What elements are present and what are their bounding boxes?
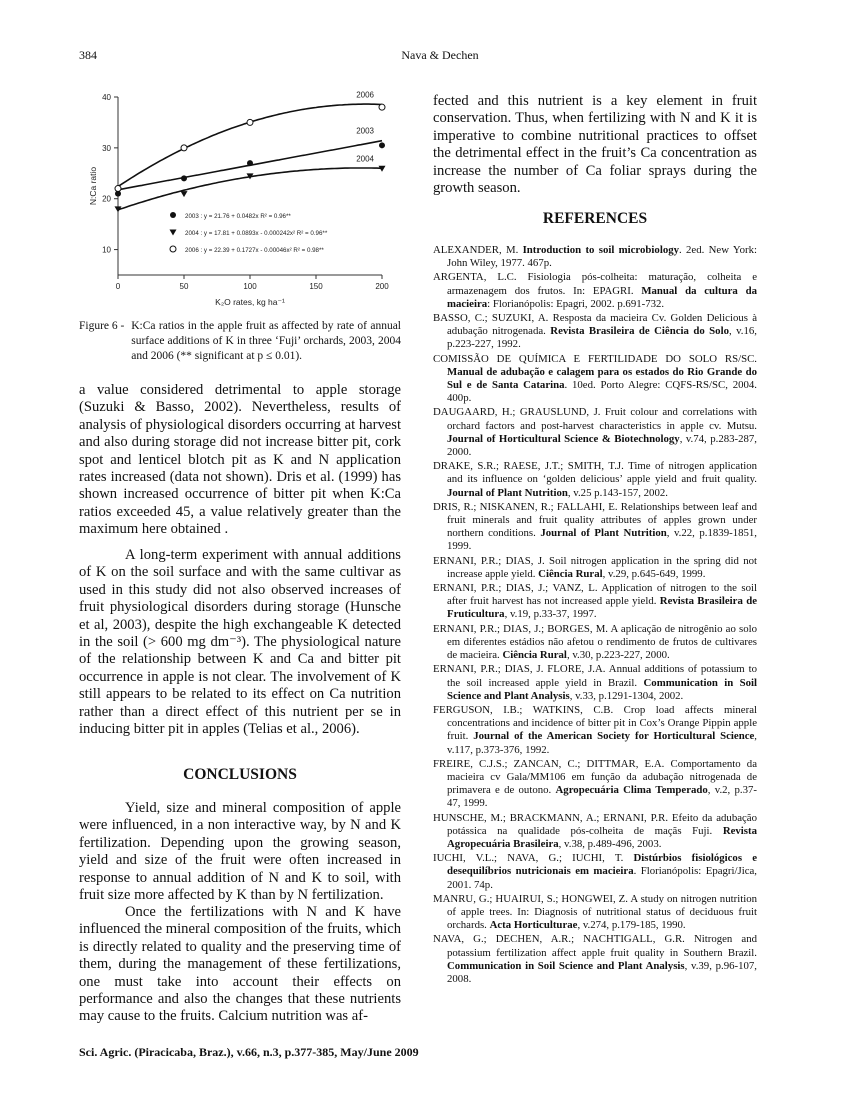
reference-item: MANRU, G.; HUAIRUI, S.; HONGWEI, Z. A study on nitrogen nutrition of apple trees. In: Diagnosis of nutritional status of deciduous fruit orchards. Acta Horticulturae, v.274, p.179-185, 1990. — [433, 892, 757, 932]
conclusions-heading: CONCLUSIONS — [183, 766, 297, 783]
reference-item: ALEXANDER, M. Introduction to soil microbiology. 2ed. New York: John Wiley, 1977. 467p. — [433, 244, 757, 270]
running-title: Nava & Dechen — [401, 48, 479, 62]
reference-list — [433, 244, 757, 987]
reference-item: COMISSÃO DE QUÍMICA E FERTILIDADE DO SOLO RS/SC. Manual de adubação e calagem para os estados do Rio Grande do Sul e de Santa Catarina. 10ed. Porto Alegre: CQFS-RS/SC, 2004. 400p. — [433, 352, 757, 405]
x-tick-label: 0 — [115, 282, 121, 291]
page-number: 384 — [79, 48, 97, 62]
reference-item: ERNANI, P.R.; DIAS, J. FLORE, J.A. Annual additions of potassium to the soil increased apple yield in Brazil. Communication in Soil Science and Plant Analysis, v.33, p.1291-1304, 2002. — [433, 663, 757, 702]
data-point-2006 — [181, 145, 187, 151]
legend-marker — [170, 212, 176, 218]
x-tick-label: 200 — [375, 282, 389, 291]
data-point-2003 — [247, 160, 253, 166]
data-point-2006 — [247, 119, 253, 125]
data-point-2006 — [379, 104, 385, 110]
reference-item: ERNANI, P.R.; DIAS, J. Soil nitrogen application in the spring did not increase apple yield. Ciência Rural, v.29, p.645-649, 1999. — [433, 554, 757, 580]
reference-item: DAUGAARD, H.; GRAUSLUND, J. Fruit colour and correlations with orchard factors and post-harvest characteristics in apple cv. Mutsu. Journal of Horticultural Science & Biotechnology, v.74, p.283-287, 2000. — [433, 406, 758, 459]
legend-text: 2006 : y = 22.39 + 0.1727x - 0.00046x² R² = 0.98** — [185, 247, 324, 254]
x-tick-label: 100 — [243, 282, 257, 291]
reference-item: ERNANI, P.R.; DIAS, J.; BORGES, M. A aplicação de nitrogênio ao solo em diferentes estádios não afetou o rendimento de frutos de cultivares de macieira. Ciência Rural, v.30, p.223-227, 2000. — [433, 622, 757, 662]
figure-6-chart — [75, 85, 415, 310]
y-tick-label: 40 — [102, 93, 111, 102]
footer-citation: Sci. Agric. (Piracicaba, Braz.), v.66, n.3, p.377-385, May/June 2009 — [79, 1045, 419, 1059]
conclusions-paragraph-2: Once the fertilizations with N and K have influenced the mineral composition of the fruits, which is directly related to quality and the preserving time of them, during the management of these fertilizations, one must take into account their effects on performance and also the changes that these nutrients may cause to the fruits. Calcium nutrition was af- — [79, 904, 401, 1025]
reference-item: NAVA, G.; DECHEN, A.R.; NACHTIGALL, G.R. Nitrogen and potassium fertilization affect apple fruit quality in Southern Brazil. Communication in Soil Science and Plant Analysis, v.39, p.96-107, 2008. — [433, 933, 757, 985]
chart-svg — [75, 85, 415, 310]
reference-item: ERNANI, P.R.; DIAS, J.; VANZ, L. Application of nitrogen to the soil after fruit harvest has not increased apple yield. Revista Brasileira de Fruticultura, v.19, p.33-37, 1997. — [433, 582, 757, 621]
conclusions-paragraph-1: Yield, size and mineral composition of apple were influenced, in a non interactive way, by N and K fertilization. Depending upon the growing season, yield and size of the fruit were often increased in response to annual addition of N and K to soil, with fruit size more affected by K than by N fertilization. — [79, 800, 401, 904]
legend-text: 2003 : y = 21.76 + 0.0482x R² = 0.96** — [185, 213, 291, 220]
series-label-2003: 2003 — [356, 126, 374, 136]
references-heading: REFERENCES — [542, 210, 648, 227]
reference-item: FREIRE, C.J.S.; ZANCAN, C.; DITTMAR, E.A. Comportamento da macieira cv Gala/MM106 em função da adubação nitrogenada de primavera e de outono. Agropecuária Clima Temperado, v.2, p.37-47, 1999. — [433, 757, 758, 810]
legend-text: 2004 : y = 17.81 + 0.0893x - 0.000242x² R² = 0.96** — [185, 230, 328, 237]
series-label-2006: 2006 — [356, 90, 374, 100]
reference-item: DRAKE, S.R.; RAESE, J.T.; SMITH, T.J. Time of nitrogen application and its influence on ‘golden delicious’ apple yield and fruit quality. Journal of Plant Nutrition, v.25 p.143-157, 2002. — [433, 460, 757, 499]
data-point-2003 — [181, 175, 187, 181]
reference-item: FERGUSON, I.B.; WATKINS, C.B. Crop load affects mineral concentrations and incidence of bitter pit in Cox’s Orange Pippin apple fruit. Journal of the American Society for Horticultural Science, v.117, p.373-376, 1992. — [433, 703, 757, 756]
reference-item: DRIS, R.; NISKANEN, R.; FALLAHI, E. Relationships between leaf and fruit minerals and fruit quality attributes of apples grown under northern conditions. Journal of Plant Nutrition, v.22, p.1839-1851, 1999. — [433, 500, 757, 553]
data-point-2004 — [181, 191, 188, 197]
right-paragraph-1: fected and this nutrient is a key element in fruit conservation. Thus, when fertilizing with N and K it is imperative to combine nutritional practices to offset the detrimental effect in the fruit’s Ca concentration as increase the number of Ca foliar sprays during the growth season. — [433, 93, 757, 197]
y-tick-label: 30 — [102, 143, 111, 153]
left-paragraph-2: A long-term experiment with annual additions of K on the soil surface and with the same cultivar as used in this study did not also observed increases of fruit physiological disorders during storage (Hunsche et al, 2003), despite the high exchangeable K detected in the soil (> 600 mg dm⁻³). The physiological nature of the relationship between K and Ca and bitter pit occurrence in apple is not clear. The involvement of K still appears to be related to its effect on Ca nutrition rather than a direct effect of this nutrient per se in inducing bitter pit in apples (Telias et al., 2006). — [79, 547, 401, 738]
reference-item: HUNSCHE, M.; BRACKMANN, A.; ERNANI, P.R. Efeito da adubação potássica na qualidade pós-colheita de maçãs Fuji. Revista Agropecuária Brasileira, v.38, p.489-496, 2003. — [433, 811, 757, 850]
reference-item: ARGENTA, L.C. Fisiologia pós-colheita: maturação, colheita e armazenagem dos frutos. In: EPAGRI. Manual da cultura da macieira: Florianópolis: Epagri, 2002. p.691-732. — [433, 271, 757, 310]
reference-item: IUCHI, V.L.; NAVA, G.; IUCHI, T. Distúrbios fisiológicos e desequilíbrios nutricionais em macieira. Florianópolis: Epagri/Jica, 2001. 74p. — [433, 852, 757, 891]
data-point-2003 — [379, 142, 385, 148]
y-axis-label: N:Ca ratio — [88, 166, 98, 206]
x-tick-label: 50 — [179, 282, 189, 291]
caption-label: Figure 6 - — [79, 320, 128, 332]
y-tick-label: 10 — [102, 245, 111, 255]
series-label-2004: 2004 — [356, 154, 374, 164]
data-point-2006 — [115, 186, 121, 192]
caption-text: K:Ca ratios in the apple fruit as affected by rate of annual surface additions of K in three ‘Fuji’ orchards, 2003, 2004 and 2006 (** significant at p ≤ 0.01). — [131, 320, 401, 362]
reference-item: BASSO, C.; SUZUKI, A. Resposta da macieira Cv. Golden Delicious à adubação nitrogenada. Revista Brasileira de Ciência do Solo, v.16, p.223-227, 1992. — [433, 312, 757, 351]
x-axis-label: K₂O rates, kg ha⁻¹ — [215, 297, 285, 307]
legend-marker — [170, 230, 177, 236]
figure-caption — [79, 319, 401, 364]
y-tick-label: 20 — [102, 194, 111, 204]
left-paragraph-1: a value considered detrimental to apple storage (Suzuki & Basso, 2002). Nevertheless, results of analysis of physiological disorders occurring at harvest and also during storage did not increase bitter pit, cork spot and lenticel blotch pit as K and N application rates increased (data not shown). Dris et al. (1999) has shown increased occurrence of bitter pit when K:Ca ratios exceeded 45, a value relatively greater than the maximum here obtained . — [79, 382, 401, 538]
x-tick-label: 150 — [309, 282, 323, 291]
legend-marker — [170, 246, 176, 252]
